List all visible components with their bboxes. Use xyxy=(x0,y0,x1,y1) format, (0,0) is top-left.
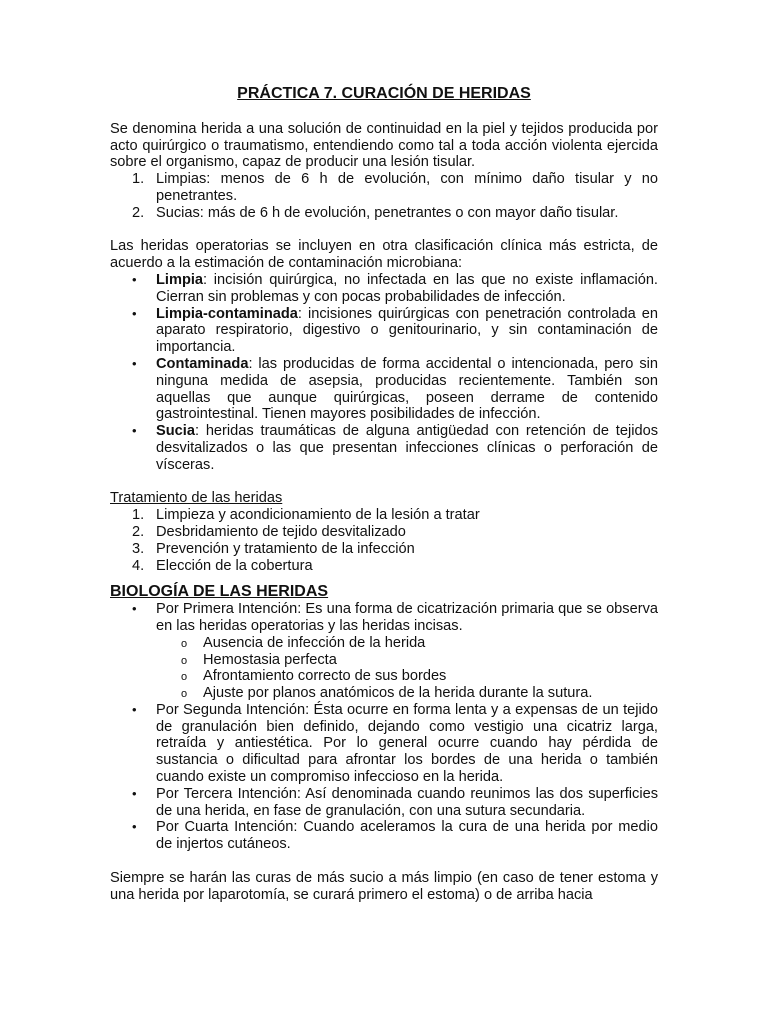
list-number: 4. xyxy=(132,557,145,574)
page-title: PRÁCTICA 7. CURACIÓN DE HERIDAS xyxy=(237,85,531,102)
list-item-text: Por Tercera Intención: Así denominada cuando reunimos las dos superficies de una herida, en fase de granulación, con una sutura secundaria. xyxy=(156,785,658,819)
sublist-item: o Afrontamiento correcto de sus bordes xyxy=(110,668,658,685)
definition: : las producidas de forma accidental o intencionada, pero sin ninguna medida de asepsia, producidas recientemente. También son aquellas que aunque quirúrgicas, poseen derrame de contenido gastrointestinal. Tienen mayores posibilidades de infección. xyxy=(156,355,658,423)
definition: : incisión quirúrgica, no infectada en las que no existe inflamación. Cierran sin problemas y con pocas probabilidades de infección. xyxy=(156,271,658,305)
classification-intro: Las heridas operatorias se incluyen en otra clasificación clínica más estricta, de acuerdo a la estimación de contaminación microbiana: xyxy=(110,238,658,272)
sublist-item: o Ajuste por planos anatómicos de la herida durante la sutura. xyxy=(110,685,658,702)
document-content xyxy=(110,86,658,903)
list-item-text: Por Cuarta Intención: Cuando aceleramos la cura de una herida por medio de injertos cutáneos. xyxy=(156,819,658,853)
list-item xyxy=(110,272,658,306)
term: Sucia xyxy=(156,423,195,440)
biology-list xyxy=(110,601,658,853)
biology-heading: BIOLOGÍA DE LAS HERIDAS xyxy=(110,583,329,601)
classification-list xyxy=(110,272,658,474)
list-item-text: Por Segunda Intención: Ésta ocurre en forma lenta y a expensas de un tejido de granulación bien definido, dejando como vestigio una cicatriz larga, retraída y antiestética. Por lo general ocurre cuando hay pérdida de sustancia o dificultad para afrontar los bordes de una herida o también cuando existe un compromiso infeccioso en la herida. xyxy=(156,701,658,786)
list-item-text: Limpieza y acondicionamiento de la lesión a tratar xyxy=(156,507,480,524)
list-item-text: Desbridamiento de tejido desvitalizado xyxy=(156,523,406,540)
list-number: 3. xyxy=(132,540,145,557)
list-item xyxy=(110,507,658,524)
term: Contaminada xyxy=(156,355,249,372)
list-item xyxy=(110,423,658,473)
term: Limpia-contaminada xyxy=(156,305,298,322)
list-item xyxy=(110,819,658,853)
list-item xyxy=(110,524,658,541)
term: Limpia xyxy=(156,271,204,288)
list-item-text: Limpias: menos de 6 h de evolución, con mínimo daño tisular y no penetrantes. xyxy=(156,171,658,204)
list-number: 2. xyxy=(132,204,145,221)
list-item-text: Prevención y tratamiento de la infección xyxy=(156,540,415,557)
list-item-text: Sucias: más de 6 h de evolución, penetrantes o con mayor daño tisular. xyxy=(156,204,619,221)
wound-types-list xyxy=(110,171,658,221)
list-number: 1. xyxy=(132,507,145,524)
primera-sublist xyxy=(110,635,658,702)
definition: : incisiones quirúrgicas con penetración controlada en aparato respiratorio, digestivo o genitourinario, y sin contaminación de importancia. xyxy=(156,305,658,356)
list-item xyxy=(110,356,658,423)
list-item xyxy=(110,601,658,702)
list-item-text: Elección de la cobertura xyxy=(156,557,313,574)
list-item xyxy=(110,171,658,205)
list-item xyxy=(110,786,658,820)
list-item xyxy=(110,702,658,786)
list-item xyxy=(110,558,658,575)
list-number: 1. xyxy=(132,171,145,188)
list-item xyxy=(110,541,658,558)
list-item xyxy=(110,306,658,356)
sublist-item: o Hemostasia perfecta xyxy=(110,652,658,669)
sublist-item: o Ausencia de infección de la herida xyxy=(110,635,658,652)
intro-paragraph: Se denomina herida a una solución de continuidad en la piel y tejidos producida por acto quirúrgico o traumatismo, entendiendo como tal a toda acción violenta ejercida sobre el organismo, capaz de producir una lesión tisular. xyxy=(110,120,658,171)
treatment-heading: Tratamiento de las heridas xyxy=(110,490,283,507)
definition: : heridas traumáticas de alguna antigüedad con retención de tejidos desvitalizados o las que presentan infecciones clínicas o perforación de vísceras. xyxy=(156,423,658,473)
list-item-text: Por Primera Intención: Es una forma de cicatrización primaria que se observa en las heridas operatorias y las heridas incisas. xyxy=(156,601,658,634)
list-number: 2. xyxy=(132,523,145,540)
list-item xyxy=(110,205,658,222)
treatment-list xyxy=(110,507,658,574)
closing-paragraph: Siempre se harán las curas de más sucio a más limpio (en caso de tener estoma y una herida por laparotomía, se curará primero el estoma) o de arriba hacia xyxy=(110,869,658,903)
